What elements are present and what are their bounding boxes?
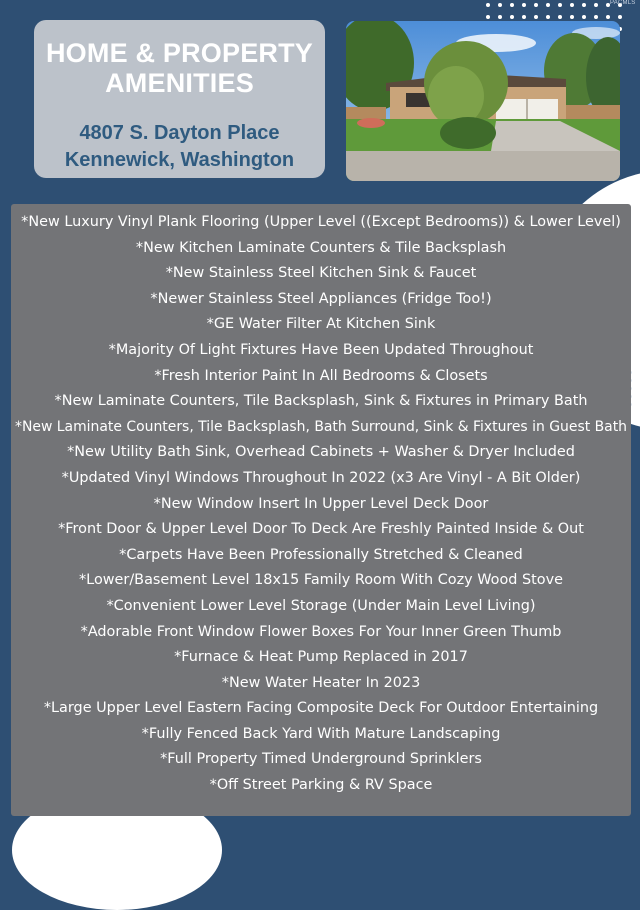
- decorative-dot: [546, 3, 550, 7]
- address-street: 4807 S. Dayton Place: [79, 122, 280, 144]
- amenity-item: *Updated Vinyl Windows Throughout In 2022 (x3 Are Vinyl - A Bit Older): [61, 469, 581, 486]
- amenity-item: *Full Property Timed Underground Sprinklers: [160, 751, 482, 768]
- amenity-item: *Carpets Have Been Professionally Stretched & Cleaned: [119, 546, 523, 563]
- amenity-item: *Majority Of Light Fixtures Have Been Updated Throughout: [108, 341, 534, 358]
- amenity-item: *New Stainless Steel Kitchen Sink & Faucet: [165, 265, 477, 282]
- decorative-dot: [486, 3, 490, 7]
- amenity-item: *Furnace & Heat Pump Replaced in 2017: [174, 649, 468, 666]
- amenity-item: *Newer Stainless Steel Appliances (Fridge Too!): [150, 290, 492, 307]
- decorative-dot: [558, 15, 562, 19]
- decorative-dot: [510, 3, 514, 7]
- decorative-dot: [606, 15, 610, 19]
- decorative-dot: [594, 15, 598, 19]
- house-photo: [346, 21, 620, 181]
- house-photo-icon: [346, 21, 620, 181]
- amenity-item: *New Water Heater In 2023: [221, 674, 421, 691]
- decorative-dot: [594, 3, 598, 7]
- amenity-item: *Convenient Lower Level Storage (Under Main Level Living): [106, 597, 536, 614]
- decorative-dot: [486, 15, 490, 19]
- amenity-item: *New Utility Bath Sink, Overhead Cabinets + Washer & Dryer Included: [67, 444, 575, 461]
- amenities-panel: [11, 204, 631, 816]
- amenity-item: *Fresh Interior Paint In All Bedrooms & Closets: [154, 367, 488, 384]
- amenity-item: *Front Door & Upper Level Door To Deck Are Freshly Painted Inside & Out: [58, 521, 584, 538]
- amenity-item: *Off Street Parking & RV Space: [209, 777, 433, 794]
- decorative-dot: [510, 15, 514, 19]
- decorative-dot: [546, 15, 550, 19]
- decorative-dot: [582, 15, 586, 19]
- page-title: [34, 38, 325, 98]
- amenity-item: *New Window Insert In Upper Level Deck Door: [153, 495, 489, 512]
- amenity-item: *Large Upper Level Eastern Facing Composite Deck For Outdoor Entertaining: [43, 700, 599, 717]
- property-address: [34, 120, 325, 174]
- decorative-dot: [618, 15, 622, 19]
- amenity-item: *New Kitchen Laminate Counters & Tile Backsplash: [135, 239, 507, 256]
- title-line-1: HOME & PROPERTY: [45, 38, 314, 68]
- decorative-dot: [498, 3, 502, 7]
- amenity-item: *New Laminate Counters, Tile Backsplash, Bath Surround, Sink & Fixtures in Guest Bath: [14, 418, 628, 435]
- decorative-dot: [582, 3, 586, 7]
- amenity-item: *New Luxury Vinyl Plank Flooring (Upper Level ((Except Bedrooms)) & Lower Level): [21, 214, 621, 230]
- decorative-dot: [534, 15, 538, 19]
- amenity-item: *Adorable Front Window Flower Boxes For Your Inner Green Thumb: [80, 623, 562, 640]
- decorative-dot: [570, 15, 574, 19]
- title-card: [34, 20, 325, 178]
- amenities-list: [11, 204, 631, 799]
- amenity-item: *Lower/Basement Level 18x15 Family Room With Cozy Wood Stove: [78, 572, 564, 589]
- address-city: Kennewick, Washington: [64, 149, 295, 171]
- decorative-dot: [570, 3, 574, 7]
- title-line-2: AMENITIES: [105, 68, 254, 98]
- decorative-dot: [522, 3, 526, 7]
- decorative-dot: [498, 15, 502, 19]
- decorative-dot: [534, 3, 538, 7]
- amenity-item: *New Laminate Counters, Tile Backsplash, Sink & Fixtures in Primary Bath: [54, 393, 588, 410]
- decorative-dot: [558, 3, 562, 7]
- amenity-item: *GE Water Filter At Kitchen Sink: [206, 316, 436, 333]
- watermark-badge: PACMLS: [610, 0, 636, 6]
- amenity-item: *Fully Fenced Back Yard With Mature Landscaping: [141, 725, 501, 742]
- decorative-dot: [522, 15, 526, 19]
